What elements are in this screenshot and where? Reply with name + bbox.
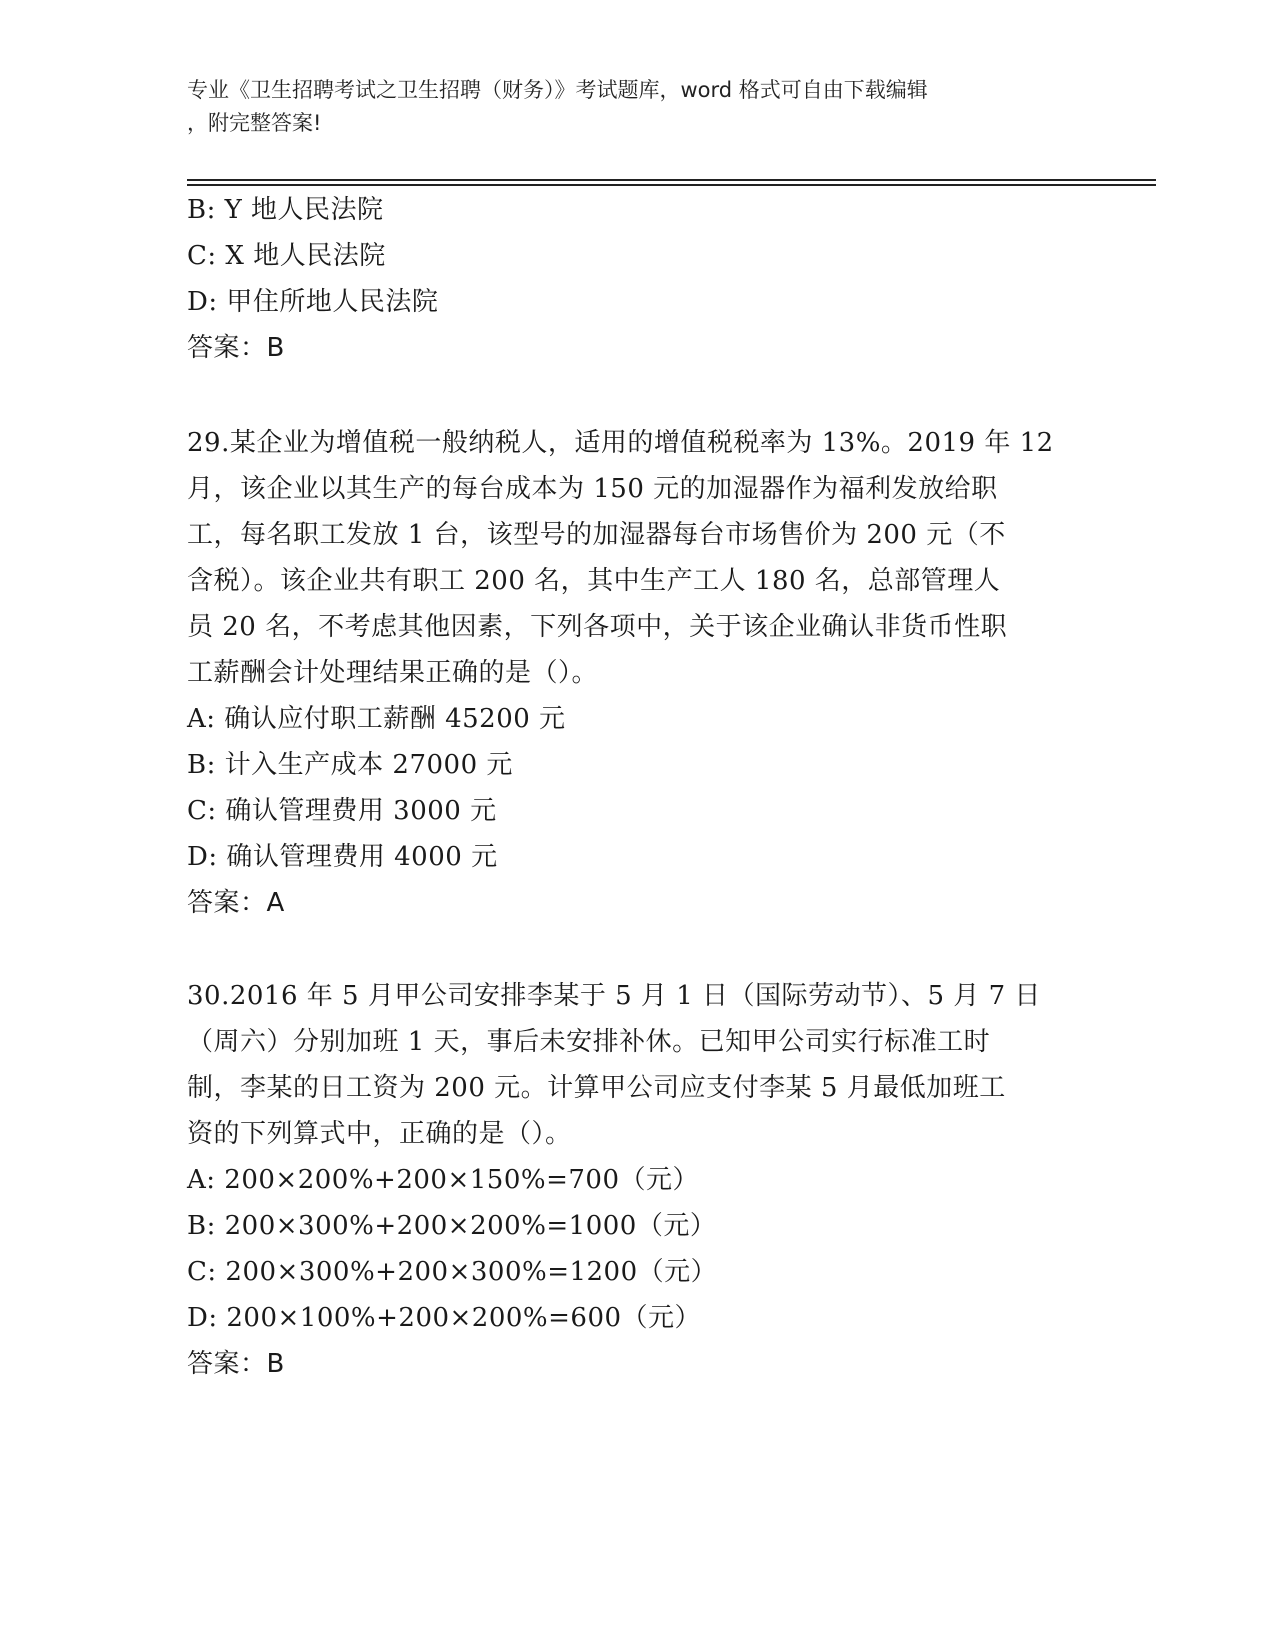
answer-line [187, 325, 1087, 371]
question-text-line: 资的下列算式中，正确的是（）。 [187, 1119, 572, 1149]
option-d: D: 甲住所地人民法院 [187, 287, 439, 317]
question-29 [187, 420, 1087, 926]
option-c: C: 200×300%+200×300%=1200（元） [187, 1257, 718, 1287]
option-d: D: 200×100%+200×200%=600（元） [187, 1303, 702, 1333]
answer-label: 答案： [187, 333, 267, 363]
option-b: B: 200×300%+200×200%=1000（元） [187, 1211, 717, 1241]
question-text-line: （周六）分别加班 1 天，事后未安排补休。已知甲公司实行标准工时 [187, 1027, 991, 1057]
question-text-line: 29.某企业为增值税一般纳税人，适用的增值税税率为 13%。2019 年 12 [187, 428, 1054, 458]
answer-label: 答案： [187, 888, 267, 918]
question-text-line: 含税）。该企业共有职工 200 名，其中生产工人 180 名，总部管理人 [187, 566, 1001, 596]
question-30 [187, 973, 1087, 1387]
header-line-2: ，附完整答案! [187, 111, 322, 135]
answer-line [187, 1341, 1087, 1387]
question-text-line: 工，每名职工发放 1 台，该型号的加湿器每台市场售价为 200 元（不 [187, 520, 1006, 550]
option-a: A: 确认应付职工薪酬 45200 元 [187, 704, 566, 734]
header-rule-top [187, 179, 1156, 181]
answer-value: B [266, 1349, 285, 1379]
option-b: B: 计入生产成本 27000 元 [187, 750, 513, 780]
header-line-1: 专业《卫生招聘考试之卫生招聘（财务）》考试题库，word 格式可自由下载编辑 [187, 78, 928, 102]
option-c: C: X 地人民法院 [187, 241, 386, 271]
option-c: C: 确认管理费用 3000 元 [187, 796, 497, 826]
answer-label: 答案： [187, 1349, 267, 1379]
question-text-line: 制，李某的日工资为 200 元。计算甲公司应支付李某 5 月最低加班工 [187, 1073, 1006, 1103]
document-header [187, 74, 1067, 140]
header-rule-bottom [187, 184, 1156, 186]
answer-line [187, 880, 1087, 926]
answer-value: B [266, 333, 285, 363]
question-text-line: 30.2016 年 5 月甲公司安排李某于 5 月 1 日（国际劳动节）、5 月 7 日 [187, 981, 1041, 1011]
option-b: B: Y 地人民法院 [187, 195, 384, 225]
answer-value: A [266, 888, 285, 918]
question-28-tail [187, 187, 1087, 371]
question-text-line: 员 20 名，不考虑其他因素，下列各项中，关于该企业确认非货币性职 [187, 612, 1008, 642]
question-text-line: 月，该企业以其生产的每台成本为 150 元的加湿器作为福利发放给职 [187, 474, 998, 504]
option-a: A: 200×200%+200×150%=700（元） [187, 1165, 699, 1195]
option-d: D: 确认管理费用 4000 元 [187, 842, 498, 872]
question-text-line: 工薪酬会计处理结果正确的是（）。 [187, 658, 599, 688]
